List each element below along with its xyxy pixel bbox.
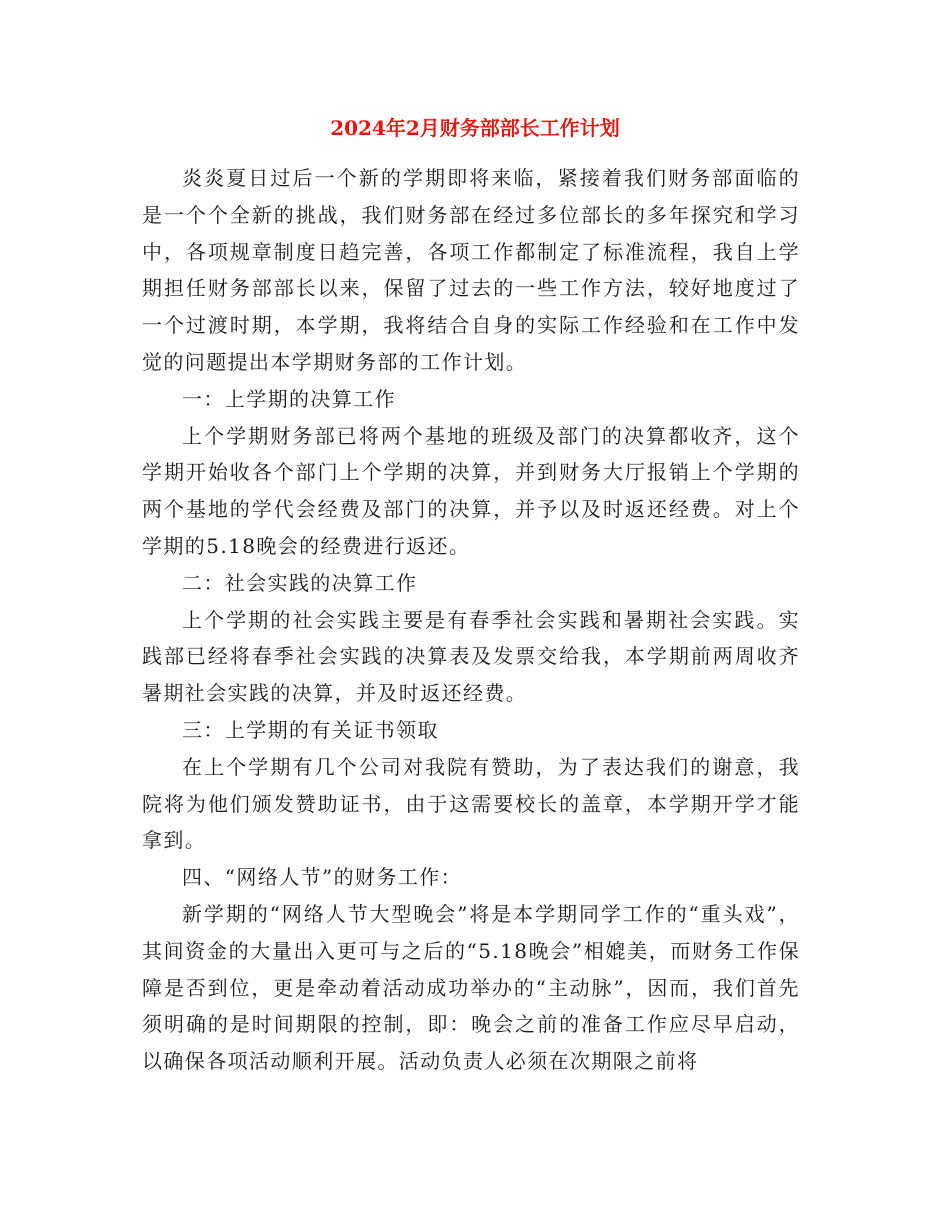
- paragraph-section-4: 新学期的“网络人节大型晚会”将是本学期同学工作的“重头戏”，其间资金的大量出入更可与之后的“5.18晚会”相媲美，而财务工作保障是否到位，更是牵动着活动成功举办的“主动脉”，因而，我们首先须明确的是时间期限的控制，即：晚会之前的准备工作应尽早启动，以确保各项活动顺利开展。活动负责人必须在次期限之前将: [142, 901, 800, 1074]
- section-heading-4: 四、“网络人节”的财务工作：: [182, 865, 463, 890]
- section-heading-3: 三：上学期的有关证书领取: [182, 717, 439, 742]
- paragraph-intro: 炎炎夏日过后一个新的学期即将来临，紧接着我们财务部面临的是一个个全新的挑战，我们财务部在经过多位部长的多年探究和学习中，各项规章制度日趋完善，各项工作都制定了标准流程，我自上学期担任财务部部长以来，保留了过去的一些工作方法，较好地度过了一个过渡时期，本学期，我将结合自身的实际工作经验和在工作中发觉的问题提出本学期财务部的工作计划。: [142, 166, 800, 374]
- paragraph-section-3: 在上个学期有几个公司对我院有赞助，为了表达我们的谢意，我院将为他们颁发赞助证书，由于这需要校长的盖章，本学期开学才能拿到。: [142, 754, 800, 853]
- section-heading-2: 二：社会实践的决算工作: [182, 570, 418, 595]
- section-heading-1: 一：上学期的决算工作: [182, 386, 396, 411]
- document-body: [142, 160, 800, 1080]
- paragraph-section-1: 上个学期财务部已将两个基地的班级及部门的决算都收齐，这个学期开始收各个部门上个学期的决算，并到财务大厅报销上个学期的两个基地的学代会经费及部门的决算，并予以及时返还经费。对上个学期的5.18晚会的经费进行返还。: [142, 423, 800, 558]
- document-title: 2024年2月财务部部长工作计划: [330, 116, 620, 140]
- paragraph-section-2: 上个学期的社会实践主要是有春季社会实践和暑期社会实践。实践部已经将春季社会实践的决算表及发票交给我，本学期前两周收齐暑期社会实践的决算，并及时返还经费。: [142, 607, 800, 706]
